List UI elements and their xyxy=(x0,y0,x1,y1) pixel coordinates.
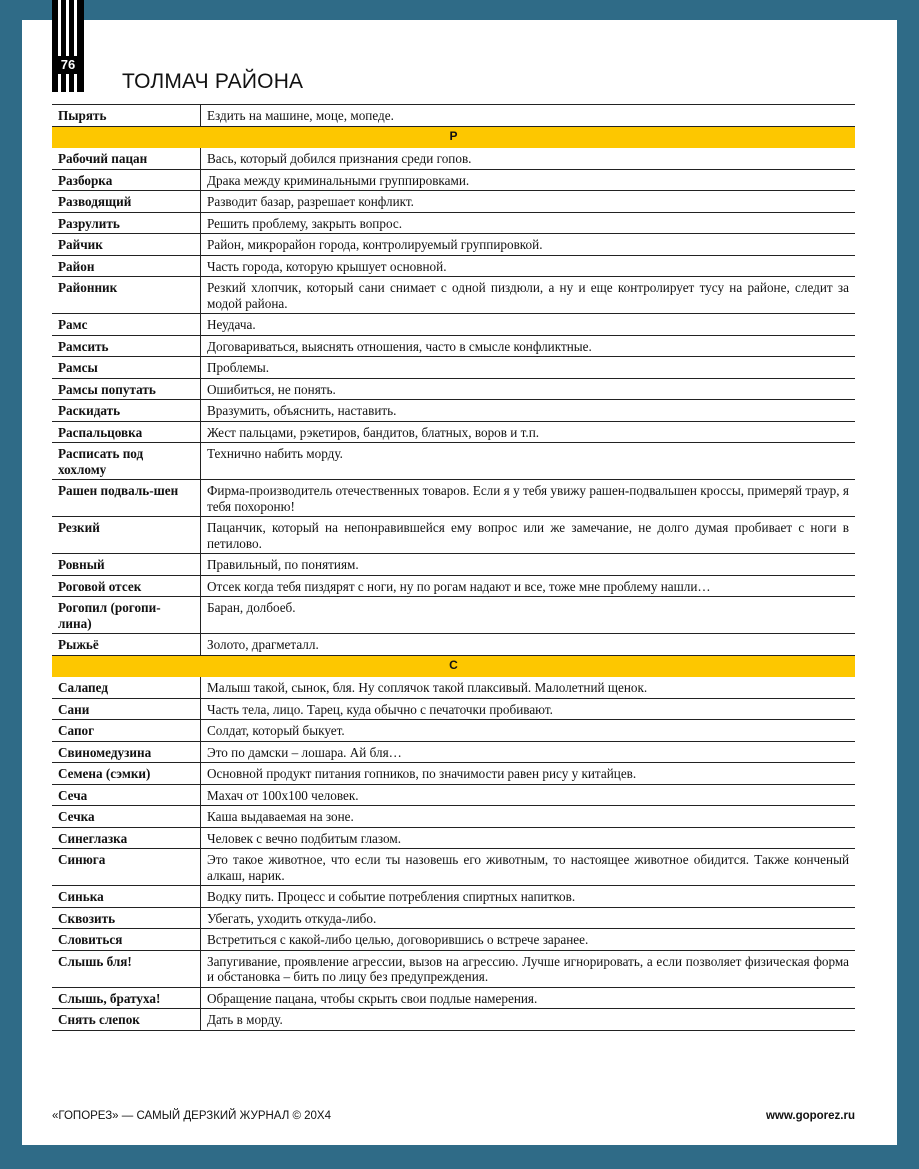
glossary-row xyxy=(52,234,855,256)
glossary-row xyxy=(52,907,855,929)
glossary-definition: Это по дамски – лошара. Ай бля… xyxy=(201,741,856,763)
glossary-definition: Ездить на машине, моце, мопеде. xyxy=(201,105,856,127)
glossary-term: Расписать под хохлому xyxy=(52,443,201,480)
glossary-definition: Отсек когда тебя пиздярят с ноги, ну по рогам надают и все, тоже мне проблему нашли… xyxy=(201,575,856,597)
glossary-definition: Вразумить, объяснить, наставить. xyxy=(201,400,856,422)
glossary-term: Разрулить xyxy=(52,212,201,234)
glossary-term: Райчик xyxy=(52,234,201,256)
footer-website: www.goporez.ru xyxy=(765,1110,855,1122)
glossary-definition: Человек с вечно подбитым глазом. xyxy=(201,827,856,849)
glossary-term: Рамсы попутать xyxy=(52,378,201,400)
glossary-row xyxy=(52,378,855,400)
glossary-definition: Драка между криминальными группировками. xyxy=(201,169,856,191)
glossary-term: Рамсить xyxy=(52,335,201,357)
glossary-definition: Правильный, по понятиям. xyxy=(201,554,856,576)
glossary-term: Синеглазка xyxy=(52,827,201,849)
glossary-term: Рашен подваль-шен xyxy=(52,480,201,517)
glossary-row xyxy=(52,741,855,763)
header-stripes xyxy=(52,0,84,92)
glossary-table xyxy=(52,104,855,1031)
glossary-definition: Основной продукт питания гопников, по значимости равен рису у китайцев. xyxy=(201,763,856,785)
glossary-row xyxy=(52,105,855,127)
glossary-row xyxy=(52,784,855,806)
glossary-row xyxy=(52,169,855,191)
glossary-definition: Баран, долбоеб. xyxy=(201,597,856,634)
glossary-term: Рогопил (рогопи-лина) xyxy=(52,597,201,634)
glossary-definition: Солдат, который быкует. xyxy=(201,720,856,742)
glossary-term: Рыжьё xyxy=(52,634,201,656)
glossary-row xyxy=(52,255,855,277)
glossary-row xyxy=(52,950,855,987)
glossary-term: Ровный xyxy=(52,554,201,576)
glossary-row xyxy=(52,357,855,379)
glossary-term: Рамс xyxy=(52,314,201,336)
page-title: ТОЛМАЧ РАЙОНА xyxy=(122,70,304,93)
glossary-term: Разводящий xyxy=(52,191,201,213)
glossary-row xyxy=(52,1009,855,1031)
glossary-term: Салапед xyxy=(52,677,201,699)
glossary-term: Сани xyxy=(52,698,201,720)
glossary-row xyxy=(52,698,855,720)
glossary-definition: Район, микрорайон города, контролируемый группировкой. xyxy=(201,234,856,256)
glossary-row xyxy=(52,480,855,517)
glossary-definition: Решить проблему, закрыть вопрос. xyxy=(201,212,856,234)
glossary-definition: Часть города, которую крышует основной. xyxy=(201,255,856,277)
glossary-row xyxy=(52,314,855,336)
glossary-definition: Дать в морду. xyxy=(201,1009,856,1031)
glossary-definition: Разводит базар, разрешает конфликт. xyxy=(201,191,856,213)
glossary-definition: Водку пить. Процесс и событие потребления спиртных напитков. xyxy=(201,886,856,908)
glossary-definition: Неудача. xyxy=(201,314,856,336)
glossary-definition: Малыш такой, сынок, бля. Ну соплячок такой плаксивый. Малолетний щенок. xyxy=(201,677,856,699)
glossary-term: Резкий xyxy=(52,517,201,554)
glossary-row xyxy=(52,634,855,656)
glossary-body xyxy=(52,105,855,1031)
glossary-row xyxy=(52,400,855,422)
section-letter: С xyxy=(52,655,855,677)
glossary-term: Слышь бля! xyxy=(52,950,201,987)
glossary-definition: Технично набить морду. xyxy=(201,443,856,480)
glossary-term: Роговой отсек xyxy=(52,575,201,597)
glossary-row xyxy=(52,191,855,213)
glossary-row xyxy=(52,212,855,234)
glossary-row xyxy=(52,929,855,951)
glossary-definition: Запугивание, проявление агрессии, вызов на агрессию. Лучше игнорировать, а если позволяет физическая форма и обстановка – бить по лицу без предупреждения. xyxy=(201,950,856,987)
glossary-term: Пырять xyxy=(52,105,201,127)
glossary-term: Семена (сэмки) xyxy=(52,763,201,785)
glossary-definition: Обращение пацана, чтобы скрыть свои подлые намерения. xyxy=(201,987,856,1009)
glossary-row xyxy=(52,421,855,443)
glossary-row xyxy=(52,763,855,785)
glossary-row xyxy=(52,443,855,480)
glossary-definition: Пацанчик, который на непонравившейся ему вопрос или же замечание, не долго думая пробивает с ноги в петилово. xyxy=(201,517,856,554)
glossary-definition: Резкий хлопчик, который сани снимает с одной пиздюли, а ну и еще контролирует тусу на районе, следит за модой района. xyxy=(201,277,856,314)
glossary-definition: Махач от 100х100 человек. xyxy=(201,784,856,806)
glossary-term: Сечка xyxy=(52,806,201,828)
glossary-definition: Это такое животное, что если ты назовешь его животным, то настоящее животное обидится. Также конченый алкаш, нарик. xyxy=(201,849,856,886)
glossary-term: Сеча xyxy=(52,784,201,806)
glossary-definition: Убегать, уходить откуда-либо. xyxy=(201,907,856,929)
glossary-row xyxy=(52,720,855,742)
glossary-term: Словиться xyxy=(52,929,201,951)
page-number: 76 xyxy=(52,56,84,74)
glossary-term: Распальцовка xyxy=(52,421,201,443)
section-header xyxy=(52,126,855,148)
glossary-definition: Жест пальцами, рэкетиров, бандитов, блатных, воров и т.п. xyxy=(201,421,856,443)
glossary-term: Рамсы xyxy=(52,357,201,379)
glossary-definition: Часть тела, лицо. Тарец, куда обычно с печаточки пробивают. xyxy=(201,698,856,720)
glossary-term: Слышь, братуха! xyxy=(52,987,201,1009)
glossary-term: Сапог xyxy=(52,720,201,742)
glossary-term: Свиномедузина xyxy=(52,741,201,763)
glossary-term: Сквозить xyxy=(52,907,201,929)
glossary-definition: Проблемы. xyxy=(201,357,856,379)
glossary-row xyxy=(52,827,855,849)
glossary-term: Районник xyxy=(52,277,201,314)
footer-magazine: «ГОПОРЕЗ» — САМЫЙ ДЕРЗКИЙ ЖУРНАЛ © 20Х4 xyxy=(52,1110,331,1122)
glossary-definition: Фирма-производитель отечественных товаров. Если я у тебя увижу рашен-подвальшен кроссы, примеряй траур, я тебя похороню! xyxy=(201,480,856,517)
glossary-definition: Договариваться, выяснять отношения, часто в смысле конфликтные. xyxy=(201,335,856,357)
glossary-term: Раскидать xyxy=(52,400,201,422)
glossary-row xyxy=(52,554,855,576)
glossary-row xyxy=(52,277,855,314)
glossary-row xyxy=(52,575,855,597)
glossary-row xyxy=(52,886,855,908)
section-letter: Р xyxy=(52,126,855,148)
glossary-row xyxy=(52,806,855,828)
glossary-term: Синюга xyxy=(52,849,201,886)
glossary-row xyxy=(52,597,855,634)
glossary-row xyxy=(52,987,855,1009)
glossary-row xyxy=(52,517,855,554)
glossary-term: Синька xyxy=(52,886,201,908)
section-header xyxy=(52,655,855,677)
glossary-row xyxy=(52,677,855,699)
glossary-definition: Встретиться с какой-либо целью, договорившись о встрече заранее. xyxy=(201,929,856,951)
glossary-row xyxy=(52,335,855,357)
glossary-definition: Вась, который добился признания среди гопов. xyxy=(201,148,856,170)
glossary-definition: Ошибиться, не понять. xyxy=(201,378,856,400)
glossary-row xyxy=(52,849,855,886)
glossary-row xyxy=(52,148,855,170)
glossary-term: Разборка xyxy=(52,169,201,191)
glossary-definition: Золото, драгметалл. xyxy=(201,634,856,656)
glossary-term: Рабочий пацан xyxy=(52,148,201,170)
glossary-term: Район xyxy=(52,255,201,277)
glossary-term: Снять слепок xyxy=(52,1009,201,1031)
glossary-definition: Каша выдаваемая на зоне. xyxy=(201,806,856,828)
